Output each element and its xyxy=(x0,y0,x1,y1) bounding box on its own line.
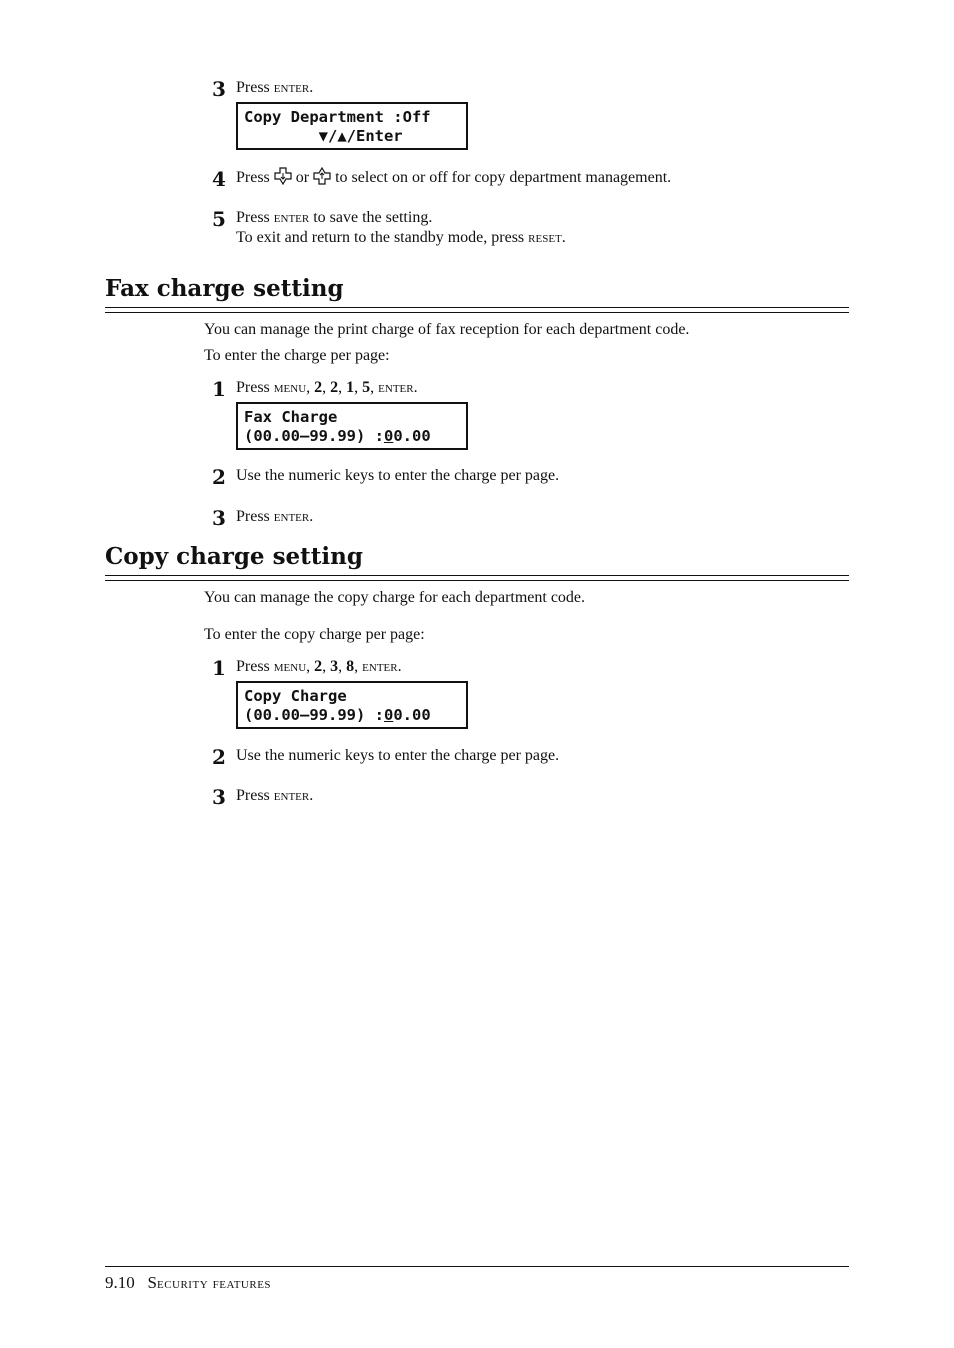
step-number: 3 xyxy=(212,77,226,101)
intro-text: You can manage the print charge of fax reception for each department code. xyxy=(204,321,690,338)
step-text-post: . xyxy=(561,229,566,246)
step-text-pre: Press xyxy=(236,787,274,804)
section-name: ecurity features xyxy=(156,1275,272,1292)
separator: , xyxy=(322,658,331,675)
heading-rule xyxy=(105,312,849,313)
step-text-post: . xyxy=(309,79,314,96)
lcd-text: (00.00–99.99) : xyxy=(244,706,384,724)
lcd-display xyxy=(236,681,468,729)
key-name: menu xyxy=(273,659,307,675)
intro-text: To enter the charge per page: xyxy=(204,347,390,364)
step-text-post: . xyxy=(413,379,418,396)
key-name: enter xyxy=(273,80,310,96)
step-text-pre: Press xyxy=(236,79,274,96)
step-number: 1 xyxy=(212,377,226,401)
page-number: 9.10 xyxy=(105,1273,135,1292)
step-text-pre: Press xyxy=(236,379,274,396)
footer-rule xyxy=(105,1266,849,1267)
step-text-post: . xyxy=(397,658,402,675)
key-name: reset xyxy=(528,230,562,246)
heading-rule xyxy=(105,580,849,581)
lcd-line-2: ▼/▲/Enter xyxy=(244,127,403,145)
step-number: 3 xyxy=(212,506,226,530)
step-text-line2 xyxy=(236,228,566,248)
lcd-text: 0.00 xyxy=(393,427,431,445)
step-text-pre: Press xyxy=(236,658,274,675)
separator: , xyxy=(354,658,363,675)
heading-rule xyxy=(105,307,849,308)
key-digit: 2 xyxy=(314,379,323,396)
step-text-pre: Press xyxy=(236,209,274,226)
intro-text: You can manage the copy charge for each department code. xyxy=(204,589,586,606)
step-number: 2 xyxy=(212,745,226,769)
step-text xyxy=(236,657,402,677)
separator: , xyxy=(306,658,315,675)
step-text-post: . xyxy=(309,508,314,525)
lcd-display xyxy=(236,402,468,450)
down-arrow-key-icon xyxy=(274,167,292,185)
lcd-cursor-digit: 0 xyxy=(383,706,394,724)
lcd-text: 0.00 xyxy=(393,706,431,724)
step-text-post: . xyxy=(309,787,314,804)
up-arrow-key-icon xyxy=(313,167,331,185)
page-footer xyxy=(105,1272,271,1295)
key-digit: 5 xyxy=(362,379,371,396)
lcd-text: (00.00–99.99) : xyxy=(244,427,384,445)
key-digit: 3 xyxy=(330,658,339,675)
step-text-post: to select on or off for copy department management. xyxy=(331,169,672,186)
step-text: Use the numeric keys to enter the charge per page. xyxy=(236,467,560,484)
step-text-post: to save the setting. xyxy=(309,209,433,226)
step-text xyxy=(236,378,418,398)
key-name: menu xyxy=(273,380,307,396)
step-number: 5 xyxy=(212,207,226,231)
key-name: enter xyxy=(362,659,398,675)
section-heading: Copy charge setting xyxy=(105,543,363,570)
key-name: enter xyxy=(273,509,310,525)
key-digit: 2 xyxy=(330,379,339,396)
lcd-cursor-digit: 0 xyxy=(383,427,394,445)
lcd-line-2 xyxy=(244,706,460,725)
separator: , xyxy=(354,379,363,396)
separator: , xyxy=(338,379,347,396)
key-name: enter xyxy=(378,380,414,396)
lcd-line-2 xyxy=(244,427,460,446)
section-name-initial: S xyxy=(147,1273,157,1292)
separator: , xyxy=(338,658,347,675)
heading-rule xyxy=(105,575,849,576)
key-name: enter xyxy=(273,210,310,226)
lcd-line-1: Copy Charge xyxy=(244,687,347,705)
separator: , xyxy=(322,379,331,396)
lcd-line-1: Fax Charge xyxy=(244,408,338,426)
separator: , xyxy=(306,379,315,396)
step-text-pre: To exit and return to the standby mode, press xyxy=(236,229,529,246)
step-text-pre: Press xyxy=(236,508,274,525)
intro-text: To enter the copy charge per page: xyxy=(204,626,425,643)
step-number: 3 xyxy=(212,785,226,809)
step-text xyxy=(236,507,313,527)
step-text xyxy=(236,786,313,806)
key-digit: 8 xyxy=(346,658,355,675)
lcd-display xyxy=(236,102,468,150)
step-text-mid: or xyxy=(291,169,314,186)
section-heading: Fax charge setting xyxy=(105,275,344,302)
step-text xyxy=(236,78,313,98)
step-text-pre: Press xyxy=(236,169,274,186)
step-number: 1 xyxy=(212,656,226,680)
key-name: enter xyxy=(273,788,310,804)
key-digit: 2 xyxy=(314,658,323,675)
step-number: 4 xyxy=(212,167,226,191)
step-number: 2 xyxy=(212,465,226,489)
separator: , xyxy=(370,379,379,396)
step-text: Use the numeric keys to enter the charge per page. xyxy=(236,747,560,764)
step-text xyxy=(236,167,671,188)
key-digit: 1 xyxy=(346,379,355,396)
lcd-line-1: Copy Department :Off xyxy=(244,108,431,126)
step-text xyxy=(236,208,432,228)
